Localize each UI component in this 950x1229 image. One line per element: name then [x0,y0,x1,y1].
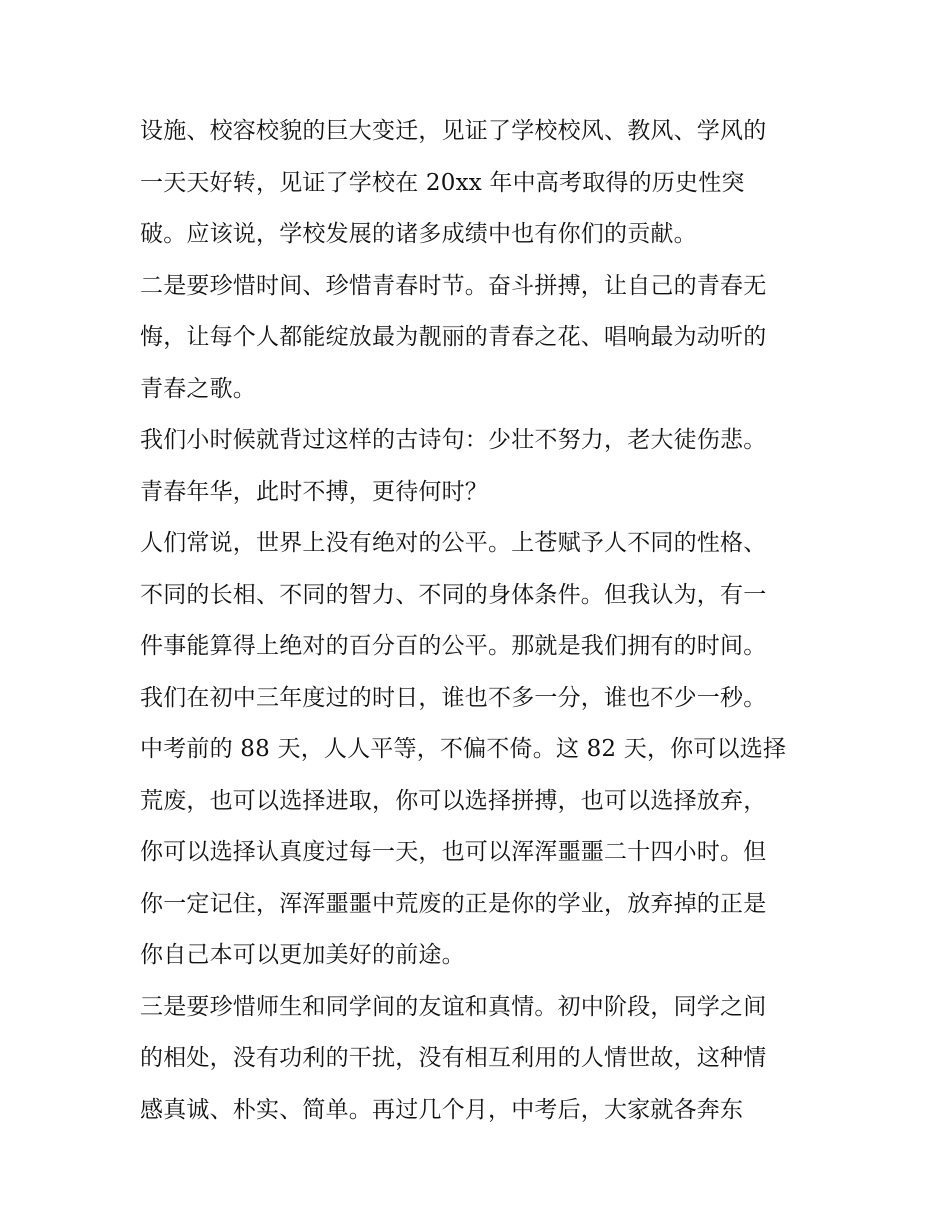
text-line: 设施、校容校貌的巨大变迁，见证了学校校风、教风、学风的 [140,118,767,144]
text-line: 青春之歌。 [140,375,256,402]
text-line: 你一定记住，浑浑噩噩中荒废的正是你的学业，放弃掉的正是 [140,890,767,917]
text-line: 二是要珍惜时间、珍惜青春时节。奋斗拼搏，让自己的青春无 [140,272,767,299]
text-line: 中考前的 88 天，人人平等，不偏不倚。这 82 天，你可以选择 [140,736,787,762]
text-line: 悔，让每个人都能绽放最为靓丽的青春之花、唱响最为动听的 [140,324,767,350]
text-line: 人们常说，世界上没有绝对的公平。上苍赋予人不同的性格、 [140,530,767,556]
text-line: 你自己本可以更加美好的前途。 [140,942,465,968]
text-line: 你可以选择认真度过每一天，也可以浑浑噩噩二十四小时。但 [140,839,767,865]
text-line: 我们在初中三年度过的时日，谁也不多一分，谁也不少一秒。 [140,684,767,711]
text-line: 一天天好转，见证了学校在 20xx 年中高考取得的历史性突 [140,169,745,196]
text-line: 我们小时候就背过这样的古诗句：少壮不努力，老大徒伤悲。 [140,427,767,453]
text-line: 三是要珍惜师生和同学间的友谊和真情。初中阶段，同学之间 [140,993,767,1020]
text-line: 感真诚、朴实、简单。再过几个月，中考后，大家就各奔东 [140,1096,744,1123]
text-line: 件事能算得上绝对的百分百的公平。那就是我们拥有的时间。 [140,633,767,659]
text-line: 不同的长相、不同的智力、不同的身体条件。但我认为，有一 [140,581,767,608]
text-line: 破。应该说，学校发展的诸多成绩中也有你们的贡献。 [140,221,697,247]
speech-text-body [140,106,830,1136]
text-line: 的相处，没有功利的干扰，没有相互利用的人情世故，这种情 [140,1045,767,1071]
text-line: 青春年华，此时不搏，更待何时？ [140,478,488,505]
text-line: 荒废，也可以选择进取，你可以选择拼搏，也可以选择放弃， [140,787,767,814]
